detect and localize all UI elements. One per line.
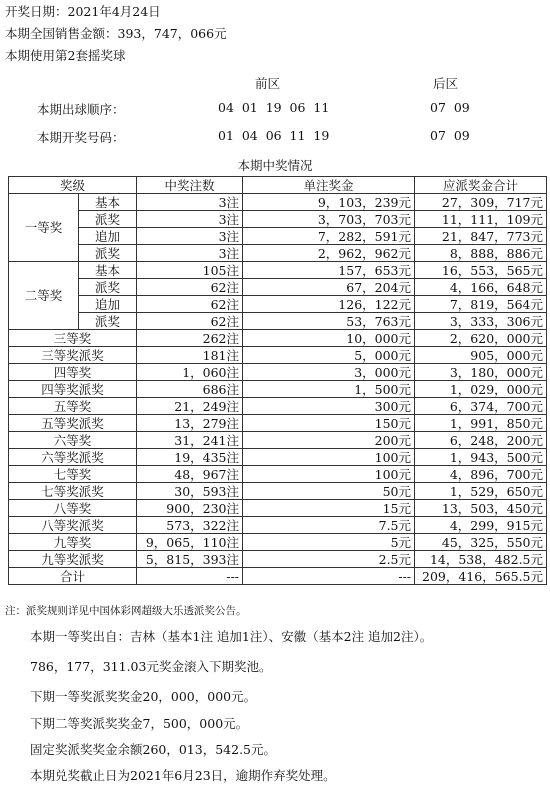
col-header-level: 奖级 <box>9 177 137 194</box>
single-prize: 2，962，962元 <box>243 245 415 262</box>
winner-count: 3注 <box>137 228 243 245</box>
grand-total: 209，416，565.5元 <box>415 568 547 585</box>
single-prize: 9，103，239元 <box>243 194 415 211</box>
total-label: 合计 <box>9 568 137 585</box>
prize-subtype: 追加 <box>79 296 137 313</box>
prize-subtype: 派奖 <box>79 279 137 296</box>
single-prize: 100元 <box>243 466 415 483</box>
table-row <box>9 432 547 449</box>
prize-total: 8，888，886元 <box>415 245 547 262</box>
footer-line-6: 本期兑奖截止日为2021年6月23日，逾期作弃奖处理。 <box>30 768 336 783</box>
prize-total: 4，896，700元 <box>415 466 547 483</box>
prize-total: 14，538，482.5元 <box>415 551 547 568</box>
winner-count: 19，435注 <box>137 449 243 466</box>
prize-total: 4，299，915元 <box>415 517 547 534</box>
order-back: 07 09 <box>430 100 470 115</box>
table-row <box>9 296 547 313</box>
table-row <box>9 279 547 296</box>
table-header-row <box>9 177 547 194</box>
single-prize: 3，703，703元 <box>243 211 415 228</box>
total-row <box>9 568 547 585</box>
table-row <box>9 551 547 568</box>
table-row <box>9 245 547 262</box>
table-row <box>9 449 547 466</box>
single-prize: 1，500元 <box>243 381 415 398</box>
prize-total: 21，847，773元 <box>415 228 547 245</box>
col-header-prize: 单注奖金 <box>243 177 415 194</box>
numbers-label: 本期开奖号码： <box>37 130 125 145</box>
prize-total: 1，943，500元 <box>415 449 547 466</box>
table-row <box>9 517 547 534</box>
prize-group-name: 二等奖 <box>9 262 79 330</box>
winner-count: 31，241注 <box>137 432 243 449</box>
prize-group-name: 一等奖 <box>9 194 79 262</box>
table-row <box>9 211 547 228</box>
prize-total: 13，503，450元 <box>415 500 547 517</box>
prize-level-name: 五等奖 <box>9 398 137 415</box>
prize-total: 16，553，565元 <box>415 262 547 279</box>
prize-level-name: 九等奖派奖 <box>9 551 137 568</box>
table-row <box>9 364 547 381</box>
table-row <box>9 228 547 245</box>
prize-level-name: 六等奖派奖 <box>9 449 137 466</box>
draw-date-line <box>5 2 161 20</box>
table-row <box>9 500 547 517</box>
prize-total: 6，374，700元 <box>415 398 547 415</box>
table-row <box>9 466 547 483</box>
prize-subtype: 派奖 <box>79 211 137 228</box>
prize-level-name: 七等奖派奖 <box>9 483 137 500</box>
winner-count: 62注 <box>137 313 243 330</box>
prize-total: 27，309，717元 <box>415 194 547 211</box>
prize-level-name: 四等奖 <box>9 364 137 381</box>
single-prize: 15元 <box>243 500 415 517</box>
prize-total: 3，333，306元 <box>415 313 547 330</box>
numbers-back: 07 09 <box>430 128 470 143</box>
footer-line-2: 786，177，311.03元奖金滚入下期奖池。 <box>30 659 272 674</box>
prize-level-name: 八等奖派奖 <box>9 517 137 534</box>
table-row <box>9 262 547 279</box>
table-row <box>9 398 547 415</box>
prize-total: 1，991，850元 <box>415 415 547 432</box>
table-body <box>9 194 547 585</box>
winner-count: 3注 <box>137 194 243 211</box>
single-prize: 67，204元 <box>243 279 415 296</box>
winner-count: 5，815，393注 <box>137 551 243 568</box>
total-count: --- <box>137 568 243 585</box>
winner-count: 900，230注 <box>137 500 243 517</box>
single-prize: 5，000元 <box>243 347 415 364</box>
footnote: 注：派奖规则详见中国体彩网超级大乐透派奖公告。 <box>5 605 247 617</box>
single-prize: 200元 <box>243 432 415 449</box>
single-prize: 7，282，591元 <box>243 228 415 245</box>
prize-level-name: 四等奖派奖 <box>9 381 137 398</box>
table-row <box>9 313 547 330</box>
prize-total: 11，111，109元 <box>415 211 547 228</box>
single-prize: 300元 <box>243 398 415 415</box>
prize-subtype: 基本 <box>79 262 137 279</box>
prize-total: 7，819，564元 <box>415 296 547 313</box>
winner-count: 21，249注 <box>137 398 243 415</box>
sales-amount: 393，747，066元 <box>117 26 227 41</box>
table-row <box>9 534 547 551</box>
table-row <box>9 415 547 432</box>
prize-total: 905，000元 <box>415 347 547 364</box>
table-row <box>9 381 547 398</box>
winner-count: 1，060注 <box>137 364 243 381</box>
ball-set-line: 本期使用第2套摇奖球 <box>5 48 126 63</box>
single-prize: 10，000元 <box>243 330 415 347</box>
prize-total: 3，180，000元 <box>415 364 547 381</box>
col-header-count: 中奖注数 <box>137 177 243 194</box>
prize-level-name: 五等奖派奖 <box>9 415 137 432</box>
prize-total: 6，248，200元 <box>415 432 547 449</box>
winner-count: 62注 <box>137 296 243 313</box>
winner-count: 3注 <box>137 245 243 262</box>
table-row <box>9 483 547 500</box>
winner-count: 48，967注 <box>137 466 243 483</box>
prize-subtype: 追加 <box>79 228 137 245</box>
winner-count: 62注 <box>137 279 243 296</box>
winner-count: 105注 <box>137 262 243 279</box>
footer-line-3: 下期一等奖派奖奖金20，000，000元。 <box>30 689 257 704</box>
prize-level-name: 三等奖派奖 <box>9 347 137 364</box>
prize-total: 45，325，550元 <box>415 534 547 551</box>
footer-line-5: 固定奖派奖奖金余额260，013，542.5元。 <box>30 742 277 757</box>
winner-count: 13，279注 <box>137 415 243 432</box>
single-prize: 7.5元 <box>243 517 415 534</box>
order-front: 04 01 19 06 11 <box>218 100 330 115</box>
prize-subtype: 派奖 <box>79 313 137 330</box>
single-prize: 2.5元 <box>243 551 415 568</box>
prize-level-name: 三等奖 <box>9 330 137 347</box>
order-label: 本期出球顺序： <box>37 102 125 117</box>
winner-count: 3注 <box>137 211 243 228</box>
single-prize: 3，000元 <box>243 364 415 381</box>
total-prize: --- <box>243 568 415 585</box>
single-prize: 53，763元 <box>243 313 415 330</box>
draw-date-label: 开奖日期： <box>5 4 68 19</box>
prize-total: 2，620，000元 <box>415 330 547 347</box>
front-zone-label: 前区 <box>255 76 281 91</box>
prize-subtype: 派奖 <box>79 245 137 262</box>
prize-level-name: 八等奖 <box>9 500 137 517</box>
winner-count: 181注 <box>137 347 243 364</box>
winner-count: 262注 <box>137 330 243 347</box>
col-header-total: 应派奖金合计 <box>415 177 547 194</box>
single-prize: 5元 <box>243 534 415 551</box>
prize-total: 1，029，000元 <box>415 381 547 398</box>
table-title: 本期中奖情况 <box>237 158 313 173</box>
prize-level-name: 六等奖 <box>9 432 137 449</box>
prize-table <box>8 176 547 585</box>
winner-count: 30，593注 <box>137 483 243 500</box>
single-prize: 100元 <box>243 449 415 466</box>
prize-subtype: 基本 <box>79 194 137 211</box>
footer-line-1: 本期一等奖出自：吉林（基本1注 追加1注）、安徽（基本2注 追加2注）。 <box>30 629 433 644</box>
single-prize: 157，653元 <box>243 262 415 279</box>
single-prize: 150元 <box>243 415 415 432</box>
prize-total: 4，166，648元 <box>415 279 547 296</box>
table-row <box>9 347 547 364</box>
single-prize: 126，122元 <box>243 296 415 313</box>
back-zone-label: 后区 <box>433 76 459 91</box>
sales-label: 本期全国销售金额： <box>5 26 118 41</box>
winner-count: 9，065，110注 <box>137 534 243 551</box>
footer-line-4: 下期二等奖派奖奖金7，500，000元。 <box>30 716 249 731</box>
table-row <box>9 330 547 347</box>
winner-count: 686注 <box>137 381 243 398</box>
table-row <box>9 194 547 211</box>
winner-count: 573，322注 <box>137 517 243 534</box>
draw-date: 2021年4月24日 <box>67 4 161 19</box>
prize-level-name: 七等奖 <box>9 466 137 483</box>
prize-total: 1，529，650元 <box>415 483 547 500</box>
sales-line <box>5 24 227 42</box>
prize-level-name: 九等奖 <box>9 534 137 551</box>
numbers-front: 01 04 06 11 19 <box>218 128 330 143</box>
single-prize: 50元 <box>243 483 415 500</box>
